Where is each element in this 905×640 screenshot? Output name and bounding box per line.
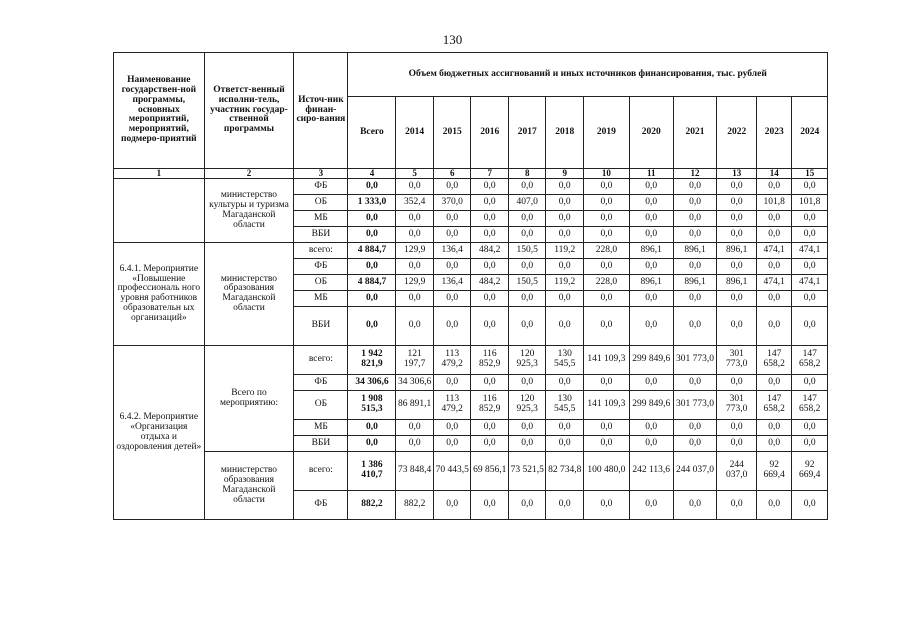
total-value-cell: 882,2	[348, 491, 396, 520]
year-value-cell: 0,0	[792, 420, 828, 436]
table-row	[114, 243, 828, 259]
year-value-cell: 0,0	[756, 227, 791, 243]
total-value-cell: 0,0	[348, 227, 396, 243]
year-value-cell: 299 849,6	[629, 391, 673, 420]
year-value-cell: 0,0	[792, 491, 828, 520]
year-value-cell: 0,0	[792, 291, 828, 307]
year-value-cell: 484,2	[471, 243, 509, 259]
header-year: 2020	[629, 97, 673, 169]
column-number: 3	[294, 169, 348, 179]
year-value-cell: 0,0	[673, 227, 717, 243]
year-value-cell: 0,0	[673, 259, 717, 275]
year-value-cell: 0,0	[717, 375, 757, 391]
year-value-cell: 242 113,6	[629, 452, 673, 491]
table-body	[114, 179, 828, 520]
year-value-cell: 150,5	[508, 243, 546, 259]
year-value-cell: 0,0	[629, 491, 673, 520]
year-value-cell: 0,0	[471, 195, 509, 211]
total-value-cell: 0,0	[348, 291, 396, 307]
total-value-cell: 4 884,7	[348, 243, 396, 259]
year-value-cell: 119,2	[546, 243, 584, 259]
year-value-cell: 150,5	[508, 275, 546, 291]
year-value-cell: 0,0	[673, 420, 717, 436]
year-value-cell: 0,0	[471, 420, 509, 436]
year-value-cell: 0,0	[584, 420, 630, 436]
year-value-cell: 301 773,0	[717, 391, 757, 420]
table-row	[114, 179, 828, 195]
total-value-cell: 0,0	[348, 436, 396, 452]
year-value-cell: 244 037,0	[673, 452, 717, 491]
year-value-cell: 0,0	[717, 227, 757, 243]
total-value-cell: 1 942 821,9	[348, 346, 396, 375]
year-value-cell: 0,0	[508, 436, 546, 452]
total-value-cell: 0,0	[348, 307, 396, 346]
year-value-cell: 474,1	[792, 275, 828, 291]
year-value-cell: 0,0	[396, 420, 434, 436]
year-value-cell: 0,0	[584, 436, 630, 452]
year-value-cell: 352,4	[396, 195, 434, 211]
program-name-cell: 6.4.2. Мероприятие «Организация отдыха и оздоровления детей»	[114, 346, 205, 520]
column-number: 15	[792, 169, 828, 179]
year-value-cell: 0,0	[508, 491, 546, 520]
year-value-cell: 0,0	[717, 420, 757, 436]
year-value-cell: 0,0	[508, 259, 546, 275]
column-number: 9	[546, 169, 584, 179]
year-value-cell: 116 852,9	[471, 346, 509, 375]
year-value-cell: 82 734,8	[546, 452, 584, 491]
header-year: 2018	[546, 97, 584, 169]
year-value-cell: 0,0	[584, 491, 630, 520]
header-program-name: Наименование государствен-ной программы, основных мероприятий, мероприятий, подмеро-приятий	[114, 53, 205, 169]
year-value-cell: 86 891,1	[396, 391, 434, 420]
header-year: 2015	[433, 97, 471, 169]
year-value-cell: 0,0	[584, 259, 630, 275]
year-value-cell: 121 197,7	[396, 346, 434, 375]
year-value-cell: 0,0	[508, 375, 546, 391]
year-value-cell: 0,0	[396, 436, 434, 452]
year-value-cell: 0,0	[792, 436, 828, 452]
year-value-cell: 0,0	[792, 179, 828, 195]
year-value-cell: 896,1	[629, 243, 673, 259]
year-value-cell: 136,4	[433, 275, 471, 291]
source-cell: ФБ	[294, 491, 348, 520]
year-value-cell: 896,1	[673, 275, 717, 291]
year-value-cell: 92 669,4	[792, 452, 828, 491]
year-value-cell: 0,0	[673, 179, 717, 195]
year-value-cell: 301 773,0	[673, 346, 717, 375]
year-value-cell: 0,0	[584, 307, 630, 346]
year-value-cell: 147 658,2	[756, 346, 791, 375]
year-value-cell: 0,0	[584, 227, 630, 243]
year-value-cell: 0,0	[717, 436, 757, 452]
total-value-cell: 0,0	[348, 179, 396, 195]
responsible-cell: министерство образования Магаданской области	[204, 452, 294, 520]
year-value-cell: 896,1	[717, 243, 757, 259]
year-value-cell: 0,0	[792, 227, 828, 243]
year-value-cell: 0,0	[546, 375, 584, 391]
year-value-cell: 0,0	[673, 195, 717, 211]
year-value-cell: 0,0	[396, 307, 434, 346]
column-number: 5	[396, 169, 434, 179]
year-value-cell: 120 925,3	[508, 391, 546, 420]
header-responsible: Ответст-венный исполни-тель, участник государ-ственной программы	[204, 53, 294, 169]
column-number: 13	[717, 169, 757, 179]
year-value-cell: 100 480,0	[584, 452, 630, 491]
header-year: 2017	[508, 97, 546, 169]
year-value-cell: 0,0	[508, 420, 546, 436]
year-value-cell: 0,0	[396, 227, 434, 243]
year-value-cell: 882,2	[396, 491, 434, 520]
responsible-cell: Всего по мероприятию:	[204, 346, 294, 452]
total-value-cell: 4 884,7	[348, 275, 396, 291]
year-value-cell: 0,0	[433, 259, 471, 275]
total-value-cell: 1 333,0	[348, 195, 396, 211]
year-value-cell: 0,0	[546, 227, 584, 243]
year-value-cell: 0,0	[546, 179, 584, 195]
year-value-cell: 0,0	[546, 259, 584, 275]
total-value-cell: 1 386 410,7	[348, 452, 396, 491]
year-value-cell: 141 109,3	[584, 346, 630, 375]
source-cell: всего:	[294, 243, 348, 259]
year-value-cell: 0,0	[396, 291, 434, 307]
year-value-cell: 141 109,3	[584, 391, 630, 420]
header-year: 2024	[792, 97, 828, 169]
year-value-cell: 0,0	[433, 211, 471, 227]
year-value-cell: 113 479,2	[433, 346, 471, 375]
year-value-cell: 0,0	[629, 307, 673, 346]
responsible-cell: министерство культуры и туризма Магаданской области	[204, 179, 294, 243]
column-number: 14	[756, 169, 791, 179]
year-value-cell: 147 658,2	[792, 391, 828, 420]
year-value-cell: 0,0	[546, 420, 584, 436]
source-cell: МБ	[294, 211, 348, 227]
source-cell: ФБ	[294, 179, 348, 195]
column-number: 1	[114, 169, 205, 179]
year-value-cell: 0,0	[756, 211, 791, 227]
year-value-cell: 474,1	[756, 275, 791, 291]
year-value-cell: 0,0	[673, 291, 717, 307]
year-value-cell: 0,0	[717, 491, 757, 520]
year-value-cell: 119,2	[546, 275, 584, 291]
column-number: 7	[471, 169, 509, 179]
source-cell: ФБ	[294, 375, 348, 391]
year-value-cell: 228,0	[584, 275, 630, 291]
year-value-cell: 228,0	[584, 243, 630, 259]
year-value-cell: 69 856,1	[471, 452, 509, 491]
year-value-cell: 0,0	[756, 375, 791, 391]
year-value-cell: 0,0	[756, 259, 791, 275]
total-value-cell: 34 306,6	[348, 375, 396, 391]
total-value-cell: 0,0	[348, 259, 396, 275]
year-value-cell: 0,0	[673, 491, 717, 520]
year-value-cell: 0,0	[673, 436, 717, 452]
year-value-cell: 484,2	[471, 275, 509, 291]
year-value-cell: 0,0	[471, 259, 509, 275]
year-value-cell: 0,0	[717, 291, 757, 307]
year-value-cell: 0,0	[433, 179, 471, 195]
year-value-cell: 0,0	[792, 211, 828, 227]
year-value-cell: 116 852,9	[471, 391, 509, 420]
year-value-cell: 0,0	[433, 491, 471, 520]
year-value-cell: 0,0	[629, 195, 673, 211]
year-value-cell: 244 037,0	[717, 452, 757, 491]
year-value-cell: 474,1	[756, 243, 791, 259]
year-value-cell: 0,0	[508, 291, 546, 307]
year-value-cell: 0,0	[717, 211, 757, 227]
year-value-cell: 0,0	[584, 195, 630, 211]
year-value-cell: 0,0	[756, 179, 791, 195]
year-value-cell: 0,0	[756, 436, 791, 452]
year-value-cell: 0,0	[756, 420, 791, 436]
column-number: 6	[433, 169, 471, 179]
source-cell: ОБ	[294, 275, 348, 291]
year-value-cell: 301 773,0	[673, 391, 717, 420]
year-value-cell: 0,0	[792, 307, 828, 346]
source-cell: ОБ	[294, 391, 348, 420]
total-value-cell: 1 908 515,3	[348, 391, 396, 420]
year-value-cell: 0,0	[717, 179, 757, 195]
year-value-cell: 0,0	[584, 291, 630, 307]
header-funding-group: Объем бюджетных ассигнований и иных источников финансирования, тыс. рублей	[348, 53, 828, 97]
total-value-cell: 0,0	[348, 211, 396, 227]
year-value-cell: 370,0	[433, 195, 471, 211]
budget-table	[113, 52, 828, 520]
year-value-cell: 0,0	[629, 420, 673, 436]
year-value-cell: 0,0	[508, 211, 546, 227]
year-value-cell: 301 773,0	[717, 346, 757, 375]
year-value-cell: 129,9	[396, 275, 434, 291]
year-value-cell: 0,0	[508, 307, 546, 346]
year-value-cell: 0,0	[433, 227, 471, 243]
header-year: 2016	[471, 97, 509, 169]
year-value-cell: 0,0	[546, 291, 584, 307]
year-value-cell: 0,0	[433, 436, 471, 452]
year-value-cell: 0,0	[629, 259, 673, 275]
year-value-cell: 34 306,6	[396, 375, 434, 391]
year-value-cell: 129,9	[396, 243, 434, 259]
year-value-cell: 0,0	[471, 211, 509, 227]
header-year: 2019	[584, 97, 630, 169]
year-value-cell: 474,1	[792, 243, 828, 259]
year-value-cell: 0,0	[546, 436, 584, 452]
source-cell: ВБИ	[294, 227, 348, 243]
year-value-cell: 0,0	[584, 211, 630, 227]
year-value-cell: 0,0	[673, 211, 717, 227]
year-value-cell: 0,0	[546, 195, 584, 211]
year-value-cell: 0,0	[584, 179, 630, 195]
table-row	[114, 452, 828, 491]
year-value-cell: 73 848,4	[396, 452, 434, 491]
year-value-cell: 70 443,5	[433, 452, 471, 491]
year-value-cell: 0,0	[433, 307, 471, 346]
year-value-cell: 147 658,2	[792, 346, 828, 375]
source-cell: ОБ	[294, 195, 348, 211]
year-value-cell: 0,0	[792, 259, 828, 275]
year-value-cell: 0,0	[396, 259, 434, 275]
year-value-cell: 0,0	[756, 491, 791, 520]
column-number: 8	[508, 169, 546, 179]
year-value-cell: 0,0	[584, 375, 630, 391]
year-value-cell: 0,0	[629, 227, 673, 243]
year-value-cell: 0,0	[717, 307, 757, 346]
year-value-cell: 0,0	[629, 375, 673, 391]
year-value-cell: 0,0	[471, 227, 509, 243]
year-value-cell: 0,0	[717, 259, 757, 275]
year-value-cell: 101,8	[792, 195, 828, 211]
year-value-cell: 0,0	[433, 291, 471, 307]
year-value-cell: 896,1	[717, 275, 757, 291]
source-cell: всего:	[294, 346, 348, 375]
year-value-cell: 0,0	[508, 179, 546, 195]
year-value-cell: 0,0	[433, 420, 471, 436]
year-value-cell: 0,0	[396, 211, 434, 227]
year-value-cell: 136,4	[433, 243, 471, 259]
source-cell: ВБИ	[294, 436, 348, 452]
header-year: 2023	[756, 97, 791, 169]
year-value-cell: 130 545,5	[546, 346, 584, 375]
year-value-cell: 0,0	[471, 307, 509, 346]
year-value-cell: 0,0	[471, 179, 509, 195]
program-name-cell: 6.4.1. Мероприятие «Повышение профессиональ ного уровня работников образовательн ых организаций»	[114, 243, 205, 346]
year-value-cell: 130 545,5	[546, 391, 584, 420]
year-value-cell: 0,0	[546, 211, 584, 227]
year-value-cell: 0,0	[546, 491, 584, 520]
year-value-cell: 147 658,2	[756, 391, 791, 420]
year-value-cell: 896,1	[629, 275, 673, 291]
year-value-cell: 0,0	[673, 375, 717, 391]
year-value-cell: 92 669,4	[756, 452, 791, 491]
year-value-cell: 0,0	[629, 291, 673, 307]
source-cell: МБ	[294, 291, 348, 307]
year-value-cell: 0,0	[756, 291, 791, 307]
header-year: 2021	[673, 97, 717, 169]
column-number: 4	[348, 169, 396, 179]
year-value-cell: 0,0	[629, 211, 673, 227]
year-value-cell: 0,0	[673, 307, 717, 346]
source-cell: МБ	[294, 420, 348, 436]
year-value-cell: 0,0	[629, 179, 673, 195]
year-value-cell: 0,0	[471, 491, 509, 520]
source-cell: ФБ	[294, 259, 348, 275]
year-value-cell: 299 849,6	[629, 346, 673, 375]
page-number: 130	[442, 32, 463, 47]
header-total: Всего	[348, 97, 396, 169]
table-row	[114, 346, 828, 375]
program-name-cell	[114, 179, 205, 243]
year-value-cell: 0,0	[471, 291, 509, 307]
year-value-cell: 0,0	[396, 179, 434, 195]
column-number: 10	[584, 169, 630, 179]
year-value-cell: 113 479,2	[433, 391, 471, 420]
year-value-cell: 0,0	[717, 195, 757, 211]
header-source: Источ-ник финан-сиро-вания	[294, 53, 348, 169]
year-value-cell: 0,0	[471, 436, 509, 452]
year-value-cell: 0,0	[756, 307, 791, 346]
year-value-cell: 0,0	[508, 227, 546, 243]
year-value-cell: 0,0	[471, 375, 509, 391]
column-number: 11	[629, 169, 673, 179]
year-value-cell: 0,0	[546, 307, 584, 346]
header-year: 2014	[396, 97, 434, 169]
responsible-cell: министерство образования Магаданской области	[204, 243, 294, 346]
source-cell: всего:	[294, 452, 348, 491]
year-value-cell: 407,0	[508, 195, 546, 211]
column-number: 12	[673, 169, 717, 179]
header-year: 2022	[717, 97, 757, 169]
year-value-cell: 101,8	[756, 195, 791, 211]
total-value-cell: 0,0	[348, 420, 396, 436]
year-value-cell: 0,0	[792, 375, 828, 391]
year-value-cell: 73 521,5	[508, 452, 546, 491]
year-value-cell: 0,0	[433, 375, 471, 391]
year-value-cell: 896,1	[673, 243, 717, 259]
column-number: 2	[204, 169, 294, 179]
year-value-cell: 120 925,3	[508, 346, 546, 375]
year-value-cell: 0,0	[629, 436, 673, 452]
source-cell: ВБИ	[294, 307, 348, 346]
